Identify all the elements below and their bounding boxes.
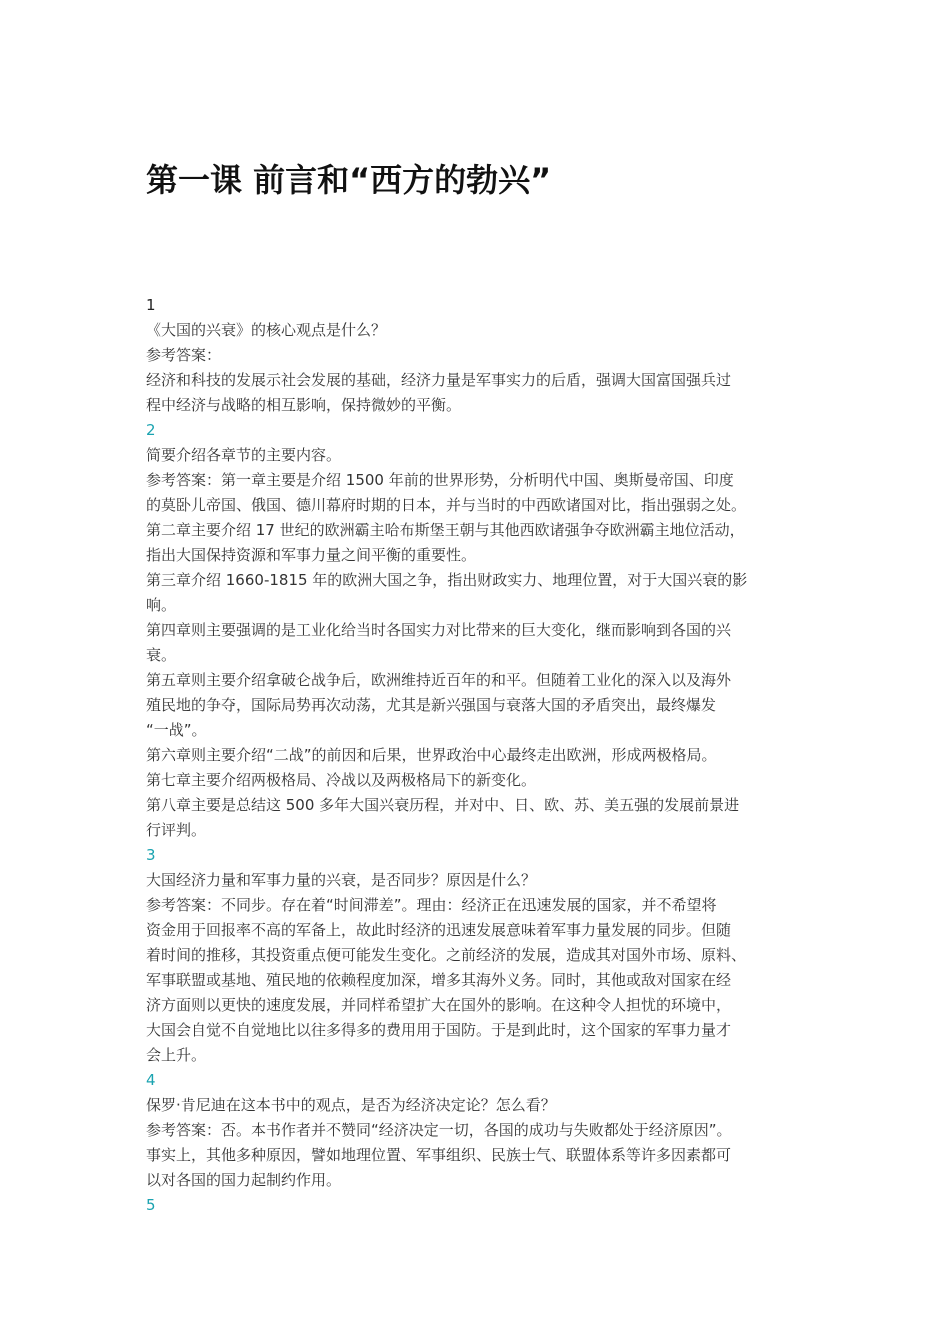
question-number: 2 [146,421,156,439]
text-line: 事实上，其他多种原因，譬如地理位置、军事组织、民族士气、联盟体系等许多因素都可 [146,1146,732,1164]
text-line: 第三章介绍 1660-1815 年的欧洲大国之争，指出财政实力、地理位置，对于大国兴衰的影 [146,571,748,589]
text-line: 第六章则主要介绍“二战”的前因和后果，世界政治中心最终走出欧洲，形成两极格局。 [146,746,717,764]
text-line: 参考答案：不同步。存在着“时间滞差”。理由：经济正在迅速发展的国家，并不希望将 [146,896,717,914]
text-line: 殖民地的争夺，国际局势再次动荡，尤其是新兴强国与衰落大国的矛盾突出，最终爆发 [146,696,717,714]
text-line: 参考答案：第一章主要是介绍 1500 年前的世界形势，分析明代中国、奥斯曼帝国、印度 [146,471,734,489]
text-line: 第五章则主要介绍拿破仑战争后，欧洲维持近百年的和平。但随着工业化的深入以及海外 [146,671,732,689]
text-line: 行评判。 [146,821,207,839]
text-line: 经济和科技的发展示社会发展的基础，经济力量是军事实力的后盾，强调大国富国强兵过 [146,371,732,389]
text-line: 资金用于回报率不高的军备上，故此时经济的迅速发展意味着军事力量发展的同步。但随 [146,921,732,939]
text-line: 衰。 [146,646,177,664]
lesson-title: 第一课 前言和“西方的勃兴” [146,161,552,199]
text-line: 以对各国的国力起制约作用。 [146,1171,342,1189]
text-line: 《大国的兴衰》的核心观点是什么？ [146,321,387,339]
question-number: 4 [146,1071,156,1089]
text-line: 简要介绍各章节的主要内容。 [146,446,342,464]
text-line: “一战”。 [146,721,207,739]
question-number: 3 [146,846,156,864]
text-line: 着时间的推移，其投资重点便可能发生变化。之前经济的发展，造成其对国外市场、原料、 [146,946,747,964]
text-line: 的莫卧儿帝国、俄国、德川幕府时期的日本，并与当时的中西欧诸国对比，指出强弱之处。 [146,496,747,514]
question-number: 5 [146,1196,156,1214]
text-line: 第四章则主要强调的是工业化给当时各国实力对比带来的巨大变化，继而影响到各国的兴 [146,621,732,639]
text-line: 参考答案：否。本书作者并不赞同“经济决定一切，各国的成功与失败都处于经济原因”。 [146,1121,732,1139]
text-line: 军事联盟或基地、殖民地的依赖程度加深，增多其海外义务。同时，其他或敌对国家在经 [146,971,732,989]
text-line: 第七章主要介绍两极格局、冷战以及两极格局下的新变化。 [146,771,537,789]
text-line: 大国经济力量和军事力量的兴衰，是否同步？原因是什么？ [146,871,537,889]
document-body [146,293,806,1218]
text-line: 指出大国保持资源和军事力量之间平衡的重要性。 [146,546,477,564]
text-line: 会上升。 [146,1046,207,1064]
question-number: 1 [146,296,156,314]
text-line: 大国会自觉不自觉地比以往多得多的费用用于国防。于是到此时，这个国家的军事力量才 [146,1021,732,1039]
text-line: 保罗·肯尼迪在这本书中的观点，是否为经济决定论？怎么看？ [146,1096,556,1114]
text-line: 济方面则以更快的速度发展，并同样希望扩大在国外的影响。在这种令人担忧的环境中， [146,996,732,1014]
text-line: 第八章主要是总结这 500 多年大国兴衰历程，并对中、日、欧、苏、美五强的发展前景进 [146,796,740,814]
text-line: 程中经济与战略的相互影响，保持微妙的平衡。 [146,396,462,414]
text-line: 响。 [146,596,177,614]
text-line: 参考答案： [146,346,222,364]
text-line: 第二章主要介绍 17 世纪的欧洲霸主哈布斯堡王朝与其他西欧诸强争夺欧洲霸主地位活动， [146,521,745,539]
